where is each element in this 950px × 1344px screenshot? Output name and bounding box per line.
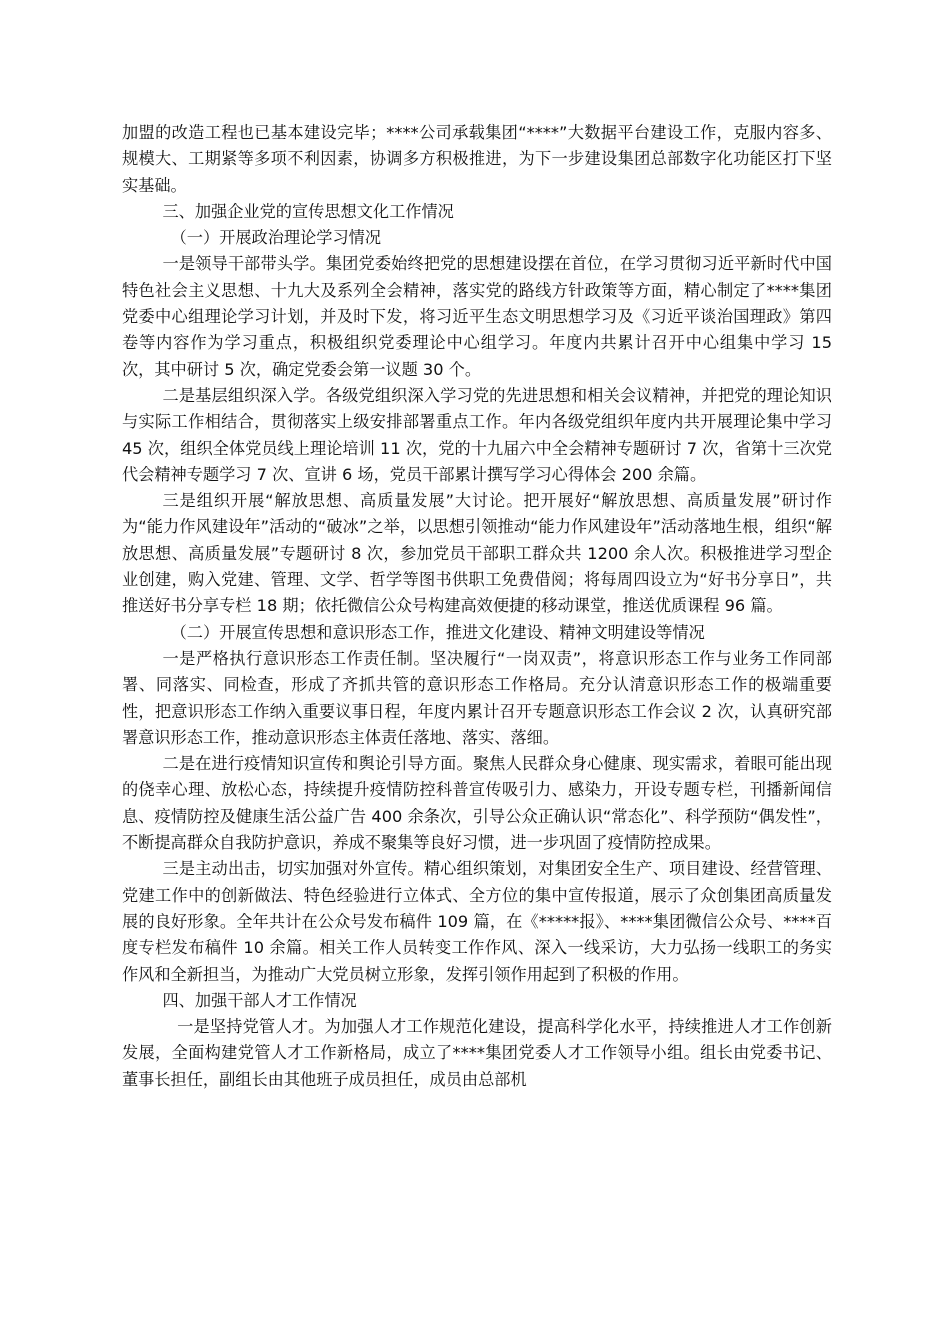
- paragraph-talent-management: 一是坚持党管人才。为加强人才工作规范化建设，提高科学化水平，持续推进人才工作创新发展，全面构建党管人才工作新格局，成立了****集团党委人才工作领导小组。组长由党委书记、董事长担任，副组长由其他班子成员担任，成员由总部机: [122, 1017, 832, 1089]
- subsection-heading-3-2: （二）开展宣传思想和意识形态工作，推进文化建设、精神文明建设等情况: [170, 622, 705, 642]
- section-heading-4: 四、加强干部人才工作情况: [162, 990, 357, 1010]
- paragraph-ideology-responsibility: 一是严格执行意识形态工作责任制。坚决履行“一岗双责”，将意识形态工作与业务工作同部署、同落实、同检查，形成了齐抓共管的意识形态工作格局。充分认清意识形态工作的极端重要性，把意识形态工作纳入重要议事日程，年度内累计召开专题意识形态工作会议 2 次，认真研究部署意识形态工作，推动意识形态主体责任落地、落实、落细。: [122, 648, 832, 747]
- paragraph-continuation: 加盟的改造工程也已基本建设完毕；****公司承载集团“****”大数据平台建设工作，克服内容多、规模大、工期紧等多项不利因素，协调多方积极推进，为下一步建设集团总部数字化功能区打下坚实基础。: [122, 123, 832, 195]
- paragraph-epidemic-publicity: 二是在进行疫情知识宣传和舆论引导方面。聚焦人民群众身心健康、现实需求，着眼可能出现的侥幸心理、放松心态，持续提升疫情防控科普宣传吸引力、感染力，开设专题专栏，刊播新闻信息、疫情防控及健康生活公益广告 400 余条次，引导公众正确认识“常态化”、科学预防“偶发性”，不断提高群众自我防护意识，养成不聚集等良好习惯，进一步巩固了疫情防控成果。: [122, 754, 832, 853]
- subsection-heading-3-1: （一）开展政治理论学习情况: [170, 228, 382, 248]
- paragraph-external-publicity: 三是主动出击，切实加强对外宣传。精心组织策划，对集团安全生产、项目建设、经营管理、党建工作中的创新做法、特色经验进行立体式、全方位的集中宣传报道，展示了众创集团高质量发展的良好形象。全年共计在公众号发布稿件 109 篇，在《*****报》、****集团微信公众号、****百度专栏发布稿件 10 余篇。相关工作人员转变工作作风、深入一线采访，大力弘扬一线职工的务实作风和全新担当，为推动广大党员树立形象，发挥引领作用起到了积极的作用。: [122, 859, 832, 984]
- document-body: [122, 120, 832, 1093]
- paragraph-grassroots-study: 二是基层组织深入学。各级党组织深入学习党的先进思想和相关会议精神，并把党的理论知识与实际工作相结合，贯彻落实上级安排部署重点工作。年内各级党组织年度内共开展理论集中学习 45 次，组织全体党员线上理论培训 11 次，党的十九届六中全会精神专题研讨 7 次，省第十三次党代会精神专题学习 7 次、宣讲 6 场，党员干部累计撰写学习心得体会 200 余篇。: [122, 385, 832, 484]
- paragraph-discussion: 三是组织开展“解放思想、高质量发展”大讨论。把开展好“解放思想、高质量发展”研讨作为“能力作风建设年”活动的“破冰”之举，以思想引领推动“能力作风建设年”活动落地生根，组织“解放思想、高质量发展”专题研讨 8 次，参加党员干部职工群众共 1200 余人次。积极推进学习型企业创建，购入党建、管理、文学、哲学等图书供职工免费借阅；将每周四设立为“好书分享日”，共推送好书分享专栏 18 期；依托微信公众号构建高效便捷的移动课堂，推送优质课程 96 篇。: [122, 491, 832, 616]
- paragraph-leaders-study: 一是领导干部带头学。集团党委始终把党的思想建设摆在首位，在学习贯彻习近平新时代中国特色社会主义思想、十九大及系列全会精神，落实党的路线方针政策等方面，精心制定了****集团党委中心组理论学习计划，并及时下发，将习近平生态文明思想学习及《习近平谈治国理政》第四卷等内容作为学习重点，积极组织党委理论中心组学习。年度内共累计召开中心组集中学习 15 次，其中研讨 5 次，确定党委会第一议题 30 个。: [122, 254, 832, 379]
- section-heading-3: 三、加强企业党的宣传思想文化工作情况: [162, 201, 454, 221]
